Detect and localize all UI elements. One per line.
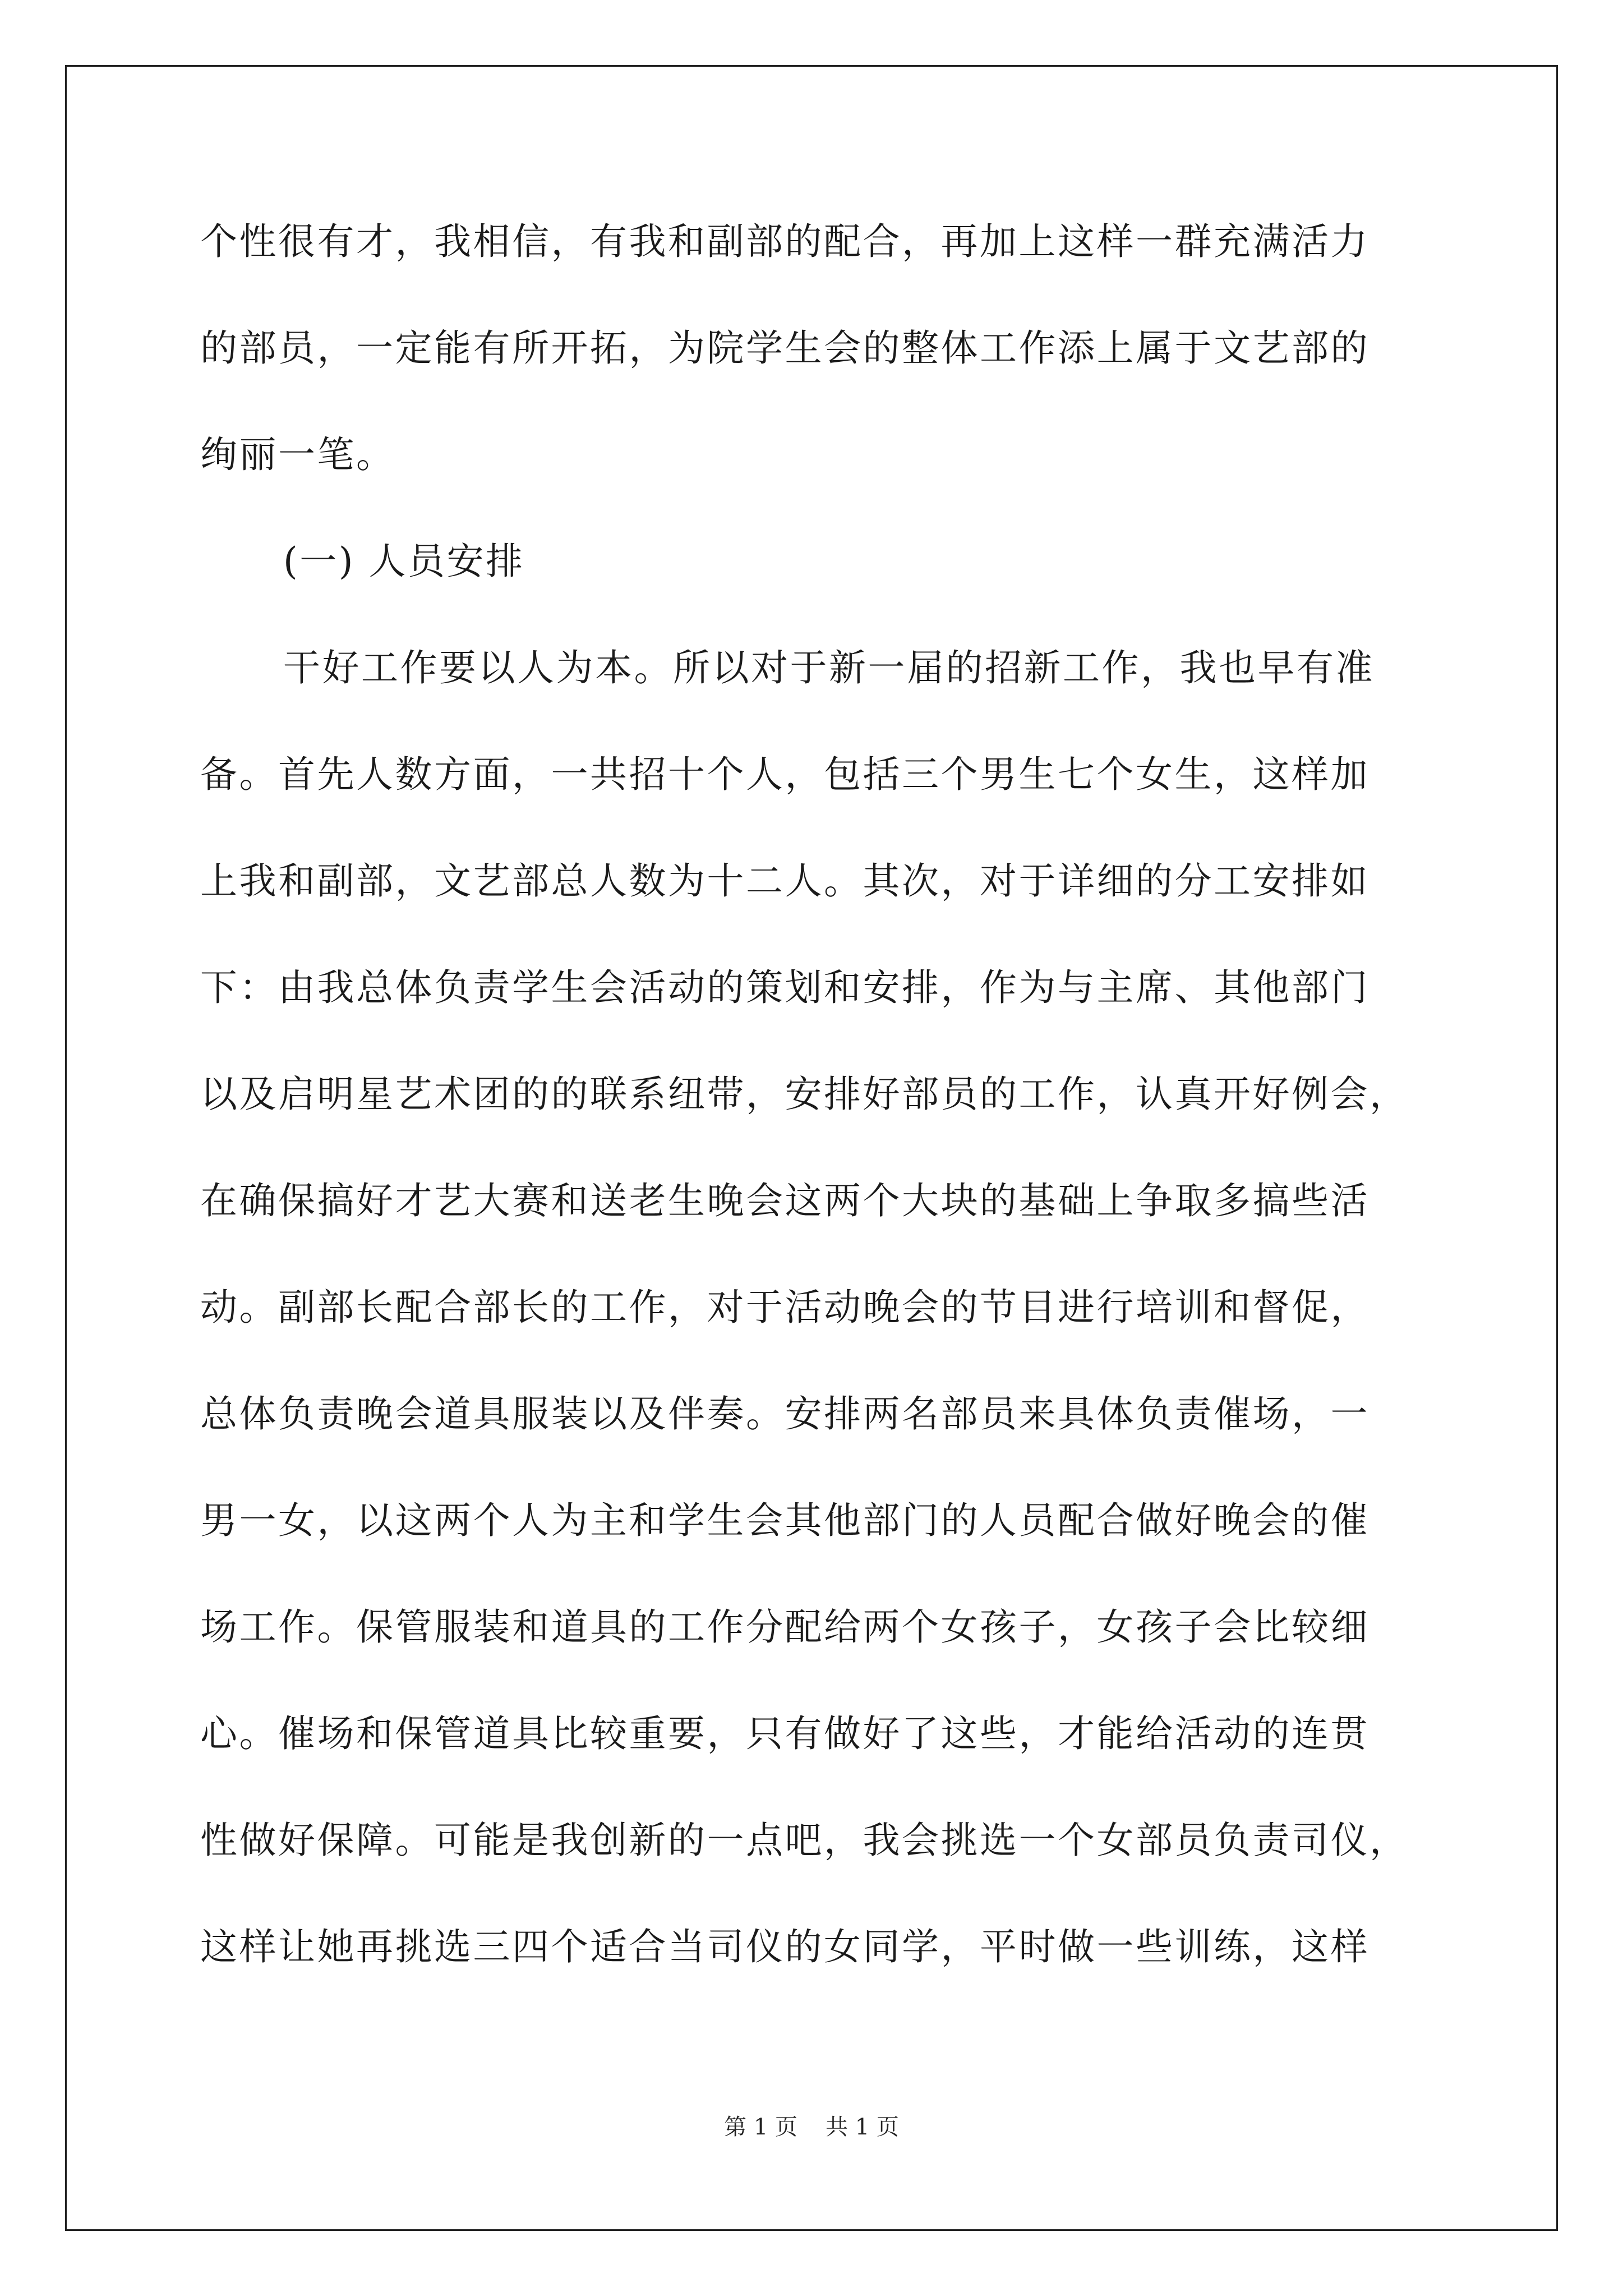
text-line: 男一女，以这两个人为主和学生会其他部门的人员配合做好晚会的催 <box>200 1499 1370 1542</box>
page-footer <box>0 2114 1623 2141</box>
text-line: 以及启明星艺术团的的联系纽带，安排好部员的工作，认真开好例会， <box>200 1073 1409 1116</box>
page-total: 共 1 页 <box>826 2114 899 2140</box>
text-line: 绚丽一笔。 <box>200 433 395 476</box>
text-line: 上我和副部，文艺部总人数为十二人。其次，对于详细的分工安排如 <box>200 859 1370 903</box>
section-heading: (一) 人员安排 <box>283 540 525 583</box>
text-line: 这样让她再挑选三四个适合当司仪的女同学，平时做一些训练，这样 <box>200 1925 1370 1968</box>
text-line: 干好工作要以人为本。所以对于新一届的招新工作，我也早有准 <box>283 646 1375 689</box>
page-number: 第 1 页 <box>724 2114 797 2140</box>
text-line: 性做好保障。可能是我创新的一点吧，我会挑选一个女部员负责司仪， <box>200 1819 1409 1862</box>
text-line: 总体负责晚会道具服装以及伴奏。安排两名部员来具体负责催场，一 <box>200 1392 1370 1435</box>
text-line: 备。首先人数方面，一共招十个人，包括三个男生七个女生，这样加 <box>200 753 1370 796</box>
text-line: 动。副部长配合部长的工作，对于活动晚会的节目进行培训和督促， <box>200 1286 1370 1329</box>
document-body <box>200 220 1434 2032</box>
text-line: 在确保搞好才艺大赛和送老生晚会这两个大块的基础上争取多搞些活 <box>200 1179 1370 1222</box>
text-line: 场工作。保管服装和道具的工作分配给两个女孩子，女孩子会比较细 <box>200 1605 1370 1649</box>
text-line: 个性很有才，我相信，有我和副部的配合，再加上这样一群充满活力 <box>200 220 1370 263</box>
text-line: 的部员，一定能有所开拓，为院学生会的整体工作添上属于文艺部的 <box>200 326 1370 370</box>
text-line: 心。催场和保管道具比较重要，只有做好了这些，才能给活动的连贯 <box>200 1712 1370 1755</box>
text-line: 下：由我总体负责学生会活动的策划和安排，作为与主席、其他部门 <box>200 966 1370 1009</box>
